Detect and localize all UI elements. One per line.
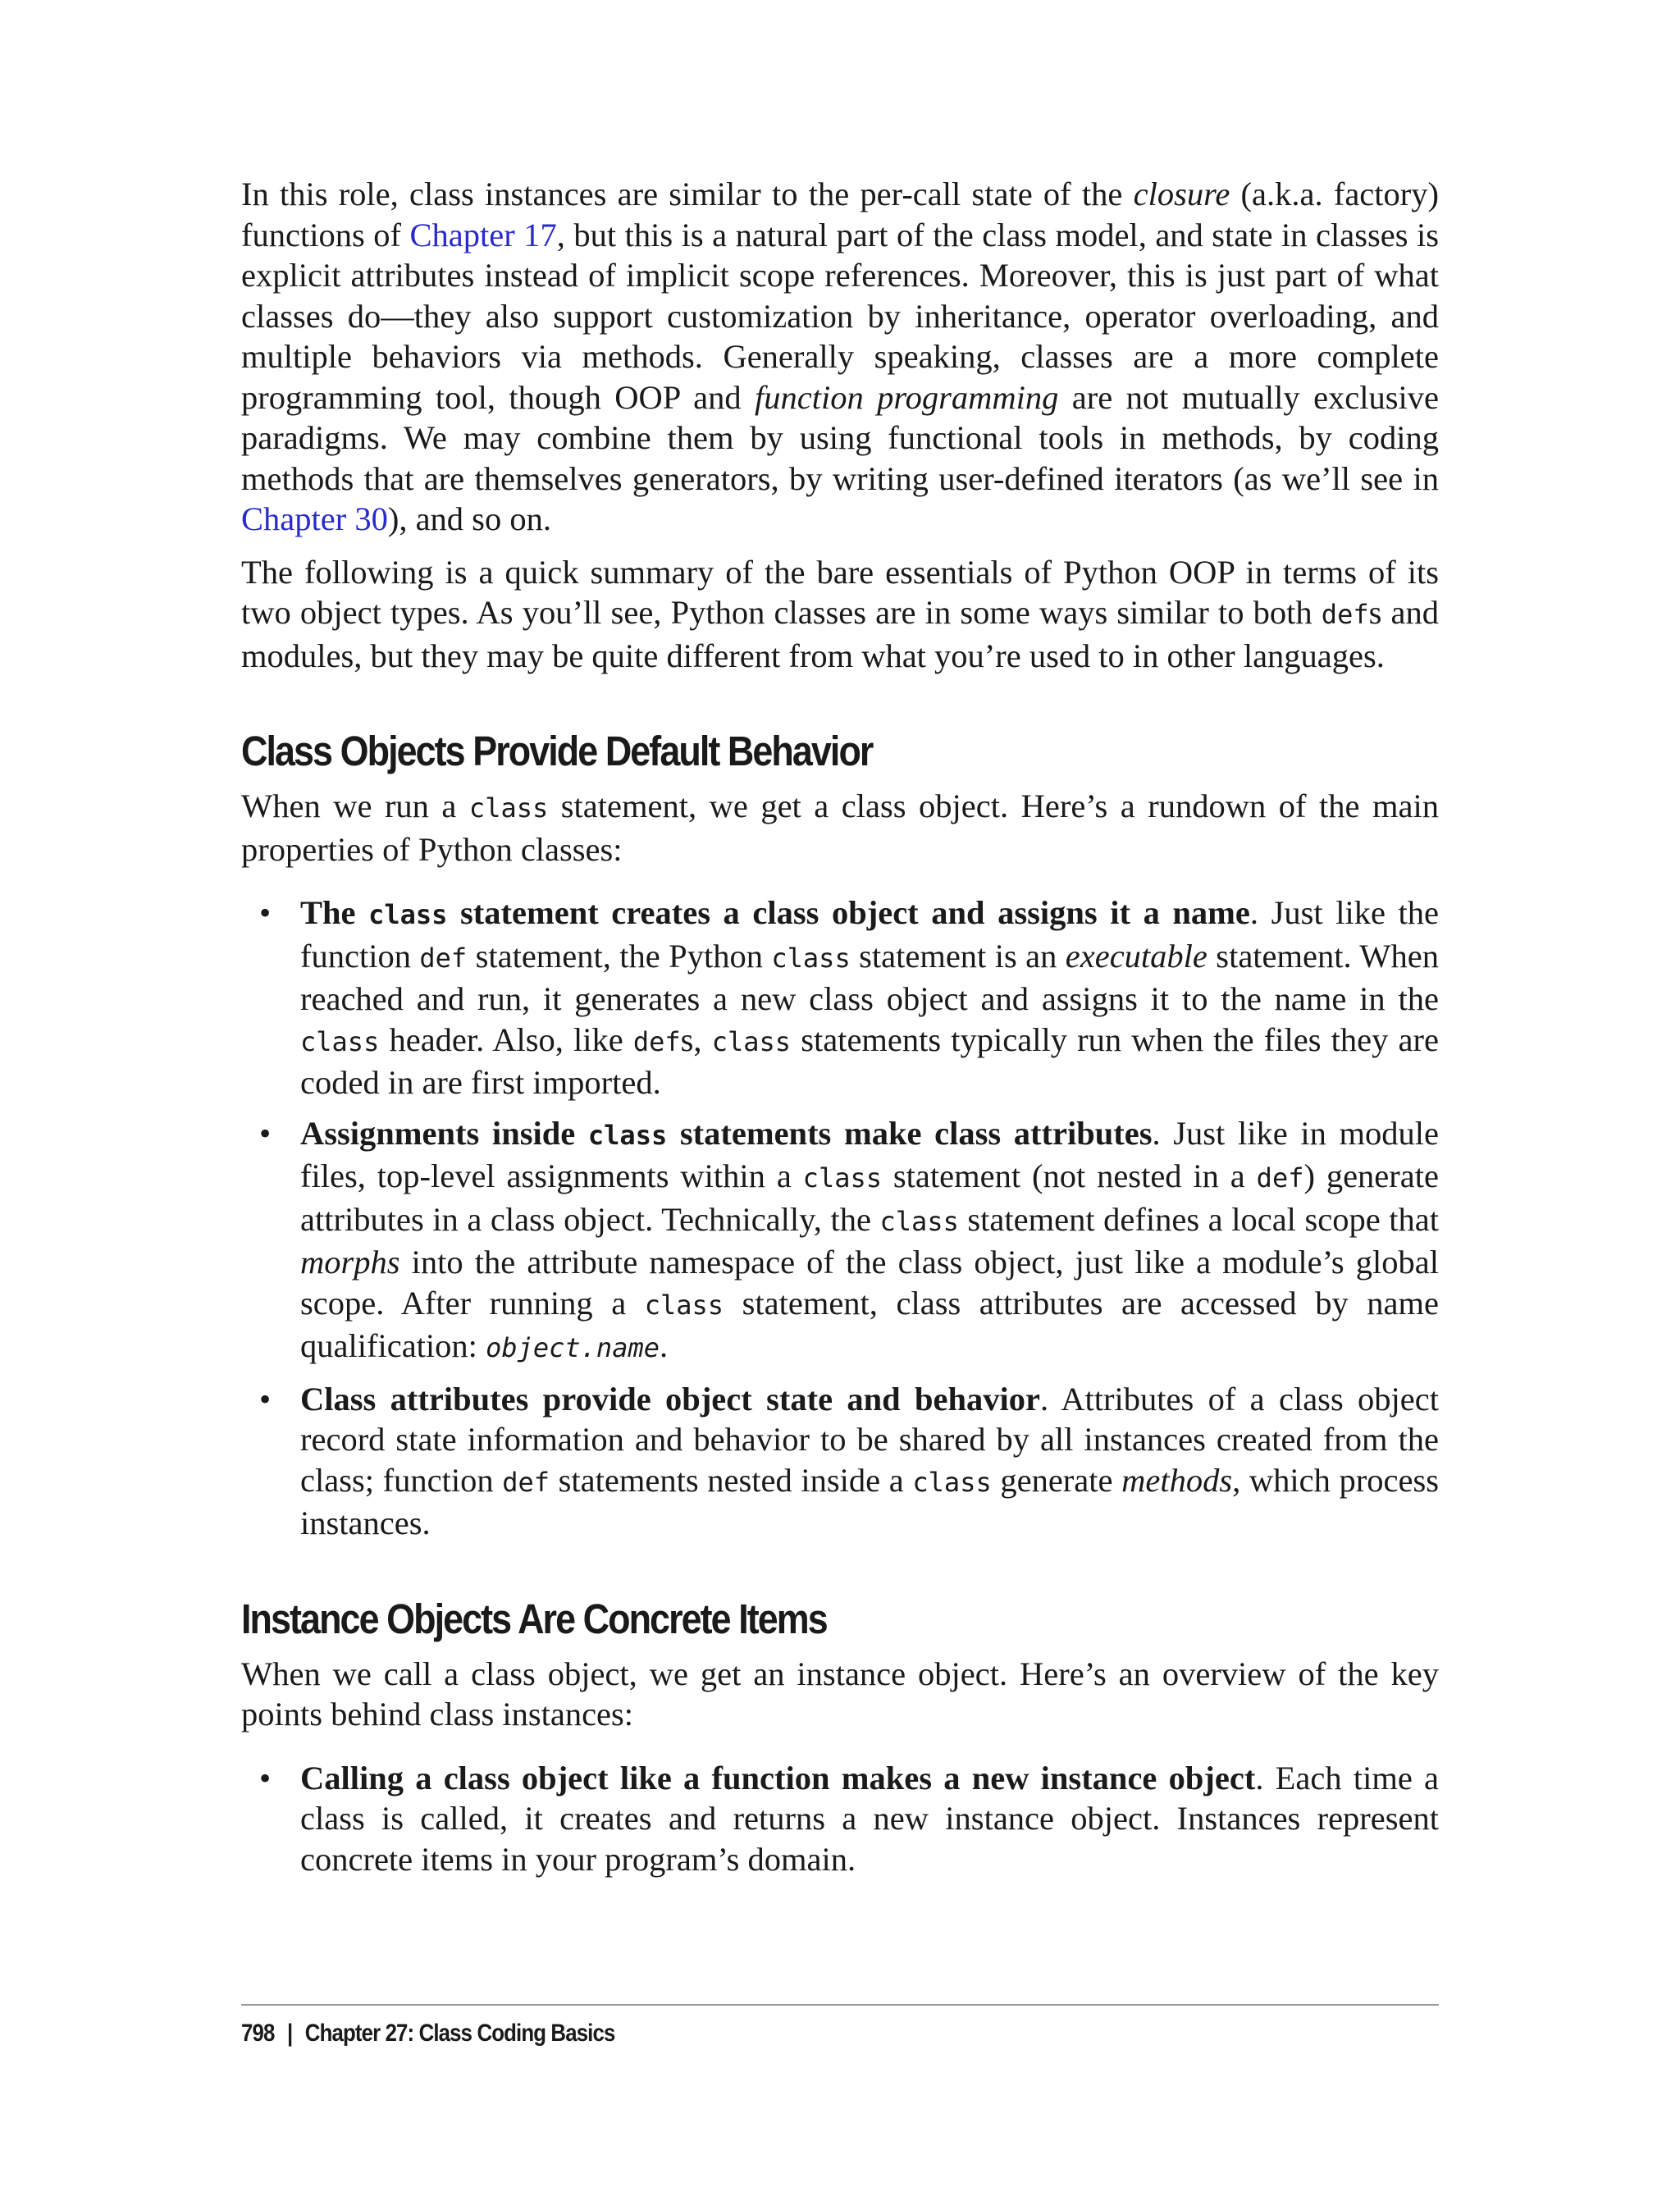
code-class: class (644, 1289, 724, 1321)
code-class: class (368, 899, 448, 930)
text: , but this is a natural part of the class model, and state in classes is explicit attributes instead of implicit scope references. Moreover, this is just part of what classes do—they also support customization by inheritance, operator overloading, and multiple behaviors via methods. Generally speaking, classes are a more complete programming tool, though OOP and (241, 216, 1439, 416)
term-function-programming: function programming (754, 378, 1059, 416)
text: ), and so on. (387, 500, 551, 537)
code-object-name: object.name (486, 1332, 660, 1363)
footer-separator: | (286, 2020, 293, 2047)
text: s and modules, but they may be quite different from what you’re used to in other languages. (241, 594, 1439, 674)
code-class: class (468, 792, 549, 824)
page-content (241, 174, 1439, 1889)
bullet-lead: The class statement creates a class object and assigns it a name (300, 894, 1250, 931)
bullet-icon: • (259, 1759, 272, 1796)
text: In this role, class instances are similar to the per-call state of the (241, 176, 1134, 212)
code-def: def (419, 942, 468, 974)
text: are not mutually exclusive paradigms. We may combine them by using functional tools in methods, by coding methods that are themselves generators, by writing user-defined iterators (as we’ll see in (241, 378, 1440, 497)
paragraph-closures (241, 174, 1439, 540)
bullet-lead: Assignments inside class statements make class attributes (300, 1114, 1153, 1152)
code-def: def (1256, 1162, 1304, 1194)
page-footer (241, 2020, 614, 2048)
bullet-lead: Calling a class object like a function makes a new instance object (300, 1759, 1256, 1796)
code-class: class (300, 1025, 380, 1057)
section-intro-instance-objects: When we call a class object, we get an instance object. Here’s an overview of the key points behind class instances: (241, 1655, 1439, 1732)
bullet-icon: • (259, 894, 272, 931)
text: When we run a (241, 788, 469, 824)
code-class: class (802, 1162, 882, 1194)
list-item: • Calling a class object like a function makes a new instance object. Each time a class is called, it creates and returns a new instance object. Instances represent concrete items in your program’s domain. (259, 1759, 1439, 1878)
code-class: class (711, 1025, 792, 1057)
list-item: • Class attributes provide object state and behavior. Attributes of a class object record state information and behavior to be shared by all instances created from the class; function def statements nested inside a class generate methods, which process instances. (259, 1380, 1440, 1541)
paragraph-summary (241, 552, 1439, 677)
text: (a.k.a. factory) functions of (241, 176, 1439, 253)
code-class: class (912, 1466, 992, 1498)
code-class: class (879, 1205, 959, 1237)
chapter-17-link[interactable]: Chapter 17 (409, 216, 557, 253)
text: The following is a quick summary of the bare essentials of Python OOP in terms of its two object types. As you’ll see, Python classes are in some ways similar to both (241, 553, 1439, 631)
chapter-30-link[interactable]: Chapter 30 (241, 500, 388, 537)
list-item: • Assignments inside class statements make class attributes. Just like in module files, top-level assignments within a class statement (not nested in a def) generate attributes in a class object. Technically, the class statement defines a local scope that morphs into the attribute namespace of the class object, just like a module’s global scope. After running a class statement, class attributes are accessed by name qualification: object.name. (259, 1114, 1439, 1364)
class-properties-list (241, 892, 1439, 1544)
chapter-title: Chapter 27: Class Coding Basics (304, 2020, 615, 2047)
footer-divider (241, 2004, 1439, 2006)
instance-points-list (241, 1758, 1439, 1880)
section-heading-class-objects: Class Objects Provide Default Behavior (241, 728, 873, 774)
bullet-icon: • (259, 1114, 272, 1152)
bullet-lead: Class attributes provide object state and behavior (300, 1380, 1041, 1418)
section-heading-instance-objects: Instance Objects Are Concrete Items (241, 1595, 827, 1642)
page-number: 798 (241, 2020, 275, 2047)
text: statement, we get a class object. Here’s a rundown of the main properties of Python classes: (241, 788, 1439, 868)
bullet-icon: • (259, 1380, 272, 1418)
code-def: def (632, 1025, 681, 1057)
code-def: def (502, 1466, 550, 1498)
term-morphs: morphs (300, 1244, 400, 1281)
term-executable: executable (1065, 937, 1208, 975)
code-def: def (1321, 599, 1369, 630)
term-closure: closure (1133, 176, 1230, 212)
list-item: • The class statement creates a class object and assigns it a name. Just like the function def statement, the Python class statement is an executable statement. When reached and run, it generates a new class object and assigns it to the name in the class header. Also, like defs, class statements typically run when the files they are coded in are first imported. (259, 894, 1440, 1101)
code-class: class (771, 942, 851, 974)
term-methods: methods (1121, 1461, 1233, 1499)
code-class: class (587, 1119, 668, 1151)
section-intro-class-objects (241, 786, 1439, 870)
